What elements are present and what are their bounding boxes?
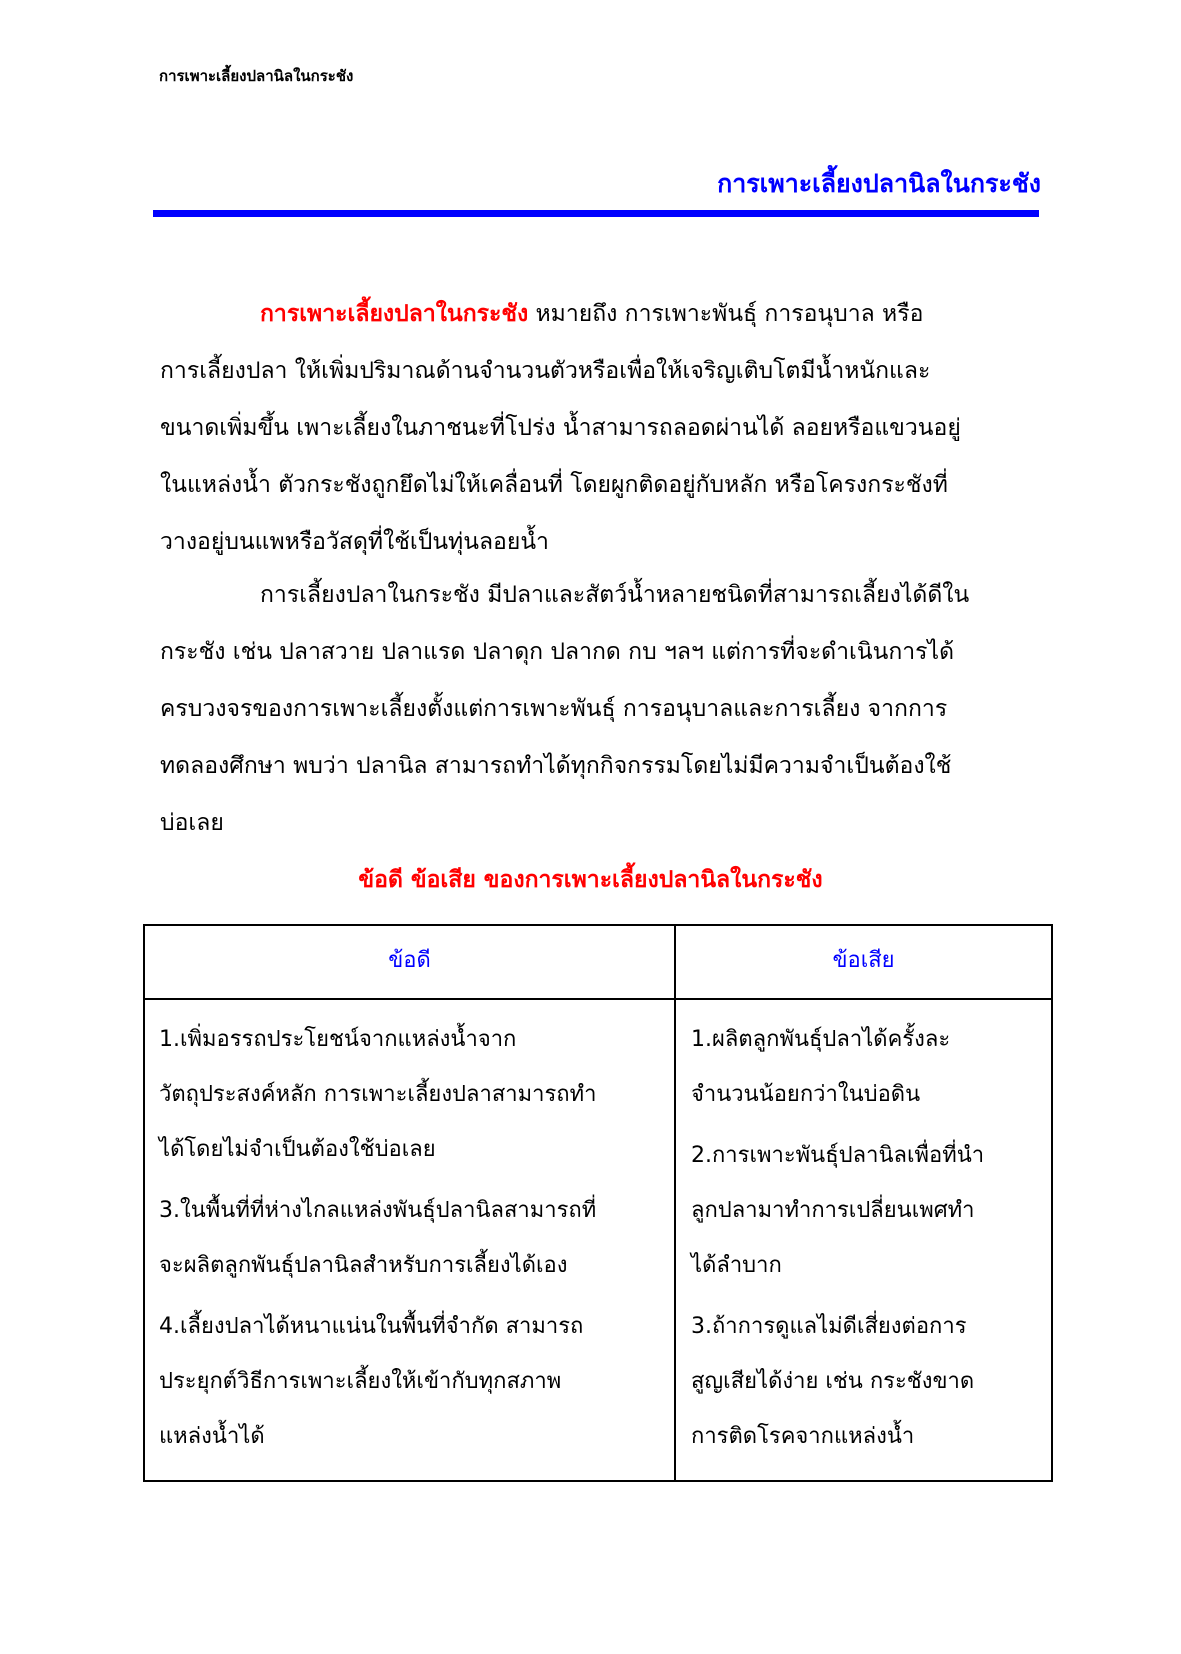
advantage-line: 1.เพิ่มอรรถประโยชน์จากแหล่งน้ำจาก <box>159 1027 517 1052</box>
disadvantage-item <box>691 1012 1041 1122</box>
advantage-line: ประยุกต์วิธีการเพาะเลี้ยงให้เข้ากับทุกสภาพ <box>159 1369 562 1394</box>
disadvantage-line: จำนวนน้อยกว่าในบ่อดิน <box>691 1082 921 1107</box>
disadvantages-cell <box>691 1012 1041 1470</box>
advantages-cell <box>159 1012 665 1470</box>
paragraph-line: กระชัง เช่น ปลาสวาย ปลาแรด ปลาดุก ปลากด กบ ฯลฯ แต่การที่จะดำเนินการได้ <box>160 639 955 665</box>
lead-term: การเพาะเลี้ยงปลาในกระชัง <box>260 301 529 327</box>
running-header: การเพาะเลี้ยงปลานิลในกระชัง <box>159 67 354 85</box>
disadvantage-line: การติดโรคจากแหล่งน้ำ <box>691 1424 915 1449</box>
disadvantage-line: 1.ผลิตลูกพันธุ์ปลาได้ครั้งละ <box>691 1027 951 1052</box>
advantage-item <box>159 1299 665 1464</box>
intro-paragraph <box>160 286 1032 571</box>
disadvantage-item <box>691 1128 1041 1293</box>
pros-cons-table <box>143 924 1053 1482</box>
advantage-item <box>159 1183 665 1293</box>
paragraph-line: บ่อเลย <box>160 810 224 836</box>
disadvantage-line: 2.การเพาะพันธุ์ปลานิลเพื่อที่นำ <box>691 1143 985 1168</box>
advantages-header: ข้อดี <box>388 948 431 973</box>
intro-line: การเลี้ยงปลา ให้เพิ่มปริมาณด้านจำนวนตัวหรือเพื่อให้เจริญเติบโตมีน้ำหนักและ <box>160 358 931 384</box>
advantage-line: ได้โดยไม่จำเป็นต้องใช้บ่อเลย <box>159 1137 436 1162</box>
advantage-line: จะผลิตลูกพันธุ์ปลานิลสำหรับการเลี้ยงได้เอง <box>159 1253 568 1278</box>
title-underline <box>153 210 1039 217</box>
disadvantage-line: ลูกปลามาทำการเปลี่ยนเพศทำ <box>691 1198 975 1223</box>
paragraph-line: ครบวงจรของการเพาะเลี้ยงตั้งแต่การเพาะพันธุ์ การอนุบาลและการเลี้ยง จากการ <box>160 696 948 722</box>
header-divider <box>145 998 1051 1000</box>
advantage-line: 3.ในพื้นที่ที่ห่างไกลแหล่งพันธุ์ปลานิลสามารถที่ <box>159 1198 597 1223</box>
intro-line <box>160 286 1032 343</box>
intro-line: ขนาดเพิ่มขึ้น เพาะเลี้ยงในภาชนะที่โปร่ง น้ำสามารถลอดผ่านได้ ลอยหรือแขวนอยู่ <box>160 415 961 441</box>
advantage-line: แหล่งน้ำได้ <box>159 1424 265 1449</box>
intro-line: วางอยู่บนแพหรือวัสดุที่ใช้เป็นทุ่นลอยน้ำ <box>160 529 549 555</box>
advantage-line: 4.เลี้ยงปลาได้หนาแน่นในพื้นที่จำกัด สามารถ <box>159 1314 584 1339</box>
disadvantage-line: 3.ถ้าการดูแลไม่ดีเสี่ยงต่อการ <box>691 1314 967 1339</box>
advantage-item <box>159 1012 665 1177</box>
page-title: การเพาะเลี้ยงปลานิลในกระชัง <box>717 169 1041 198</box>
paragraph-line <box>160 567 1032 624</box>
advantage-line: วัตถุประสงค์หลัก การเพาะเลี้ยงปลาสามารถทำ <box>159 1082 597 1107</box>
table-title: ข้อดี ข้อเสีย ของการเพาะเลี้ยงปลานิลในกระชัง <box>358 867 823 893</box>
disadvantage-line: ได้ลำบาก <box>691 1253 782 1278</box>
second-paragraph <box>160 567 1032 852</box>
disadvantage-item <box>691 1299 1041 1464</box>
disadvantages-header: ข้อเสีย <box>832 948 895 973</box>
paragraph-line-text: การเลี้ยงปลาในกระชัง มีปลาและสัตว์น้ำหลายชนิดที่สามารถเลี้ยงได้ดีใน <box>260 582 970 608</box>
intro-line-rest: หมายถึง การเพาะพันธุ์ การอนุบาล หรือ <box>528 301 924 327</box>
column-divider <box>674 926 676 1480</box>
intro-line: ในแหล่งน้ำ ตัวกระชังถูกยึดไม่ให้เคลื่อนที่ โดยผูกติดอยู่กับหลัก หรือโครงกระชังที่ <box>160 472 948 498</box>
disadvantage-line: สูญเสียได้ง่าย เช่น กระชังขาด <box>691 1369 975 1394</box>
paragraph-line: ทดลองศึกษา พบว่า ปลานิล สามารถทำได้ทุกกิจกรรมโดยไม่มีความจำเป็นต้องใช้ <box>160 753 952 779</box>
